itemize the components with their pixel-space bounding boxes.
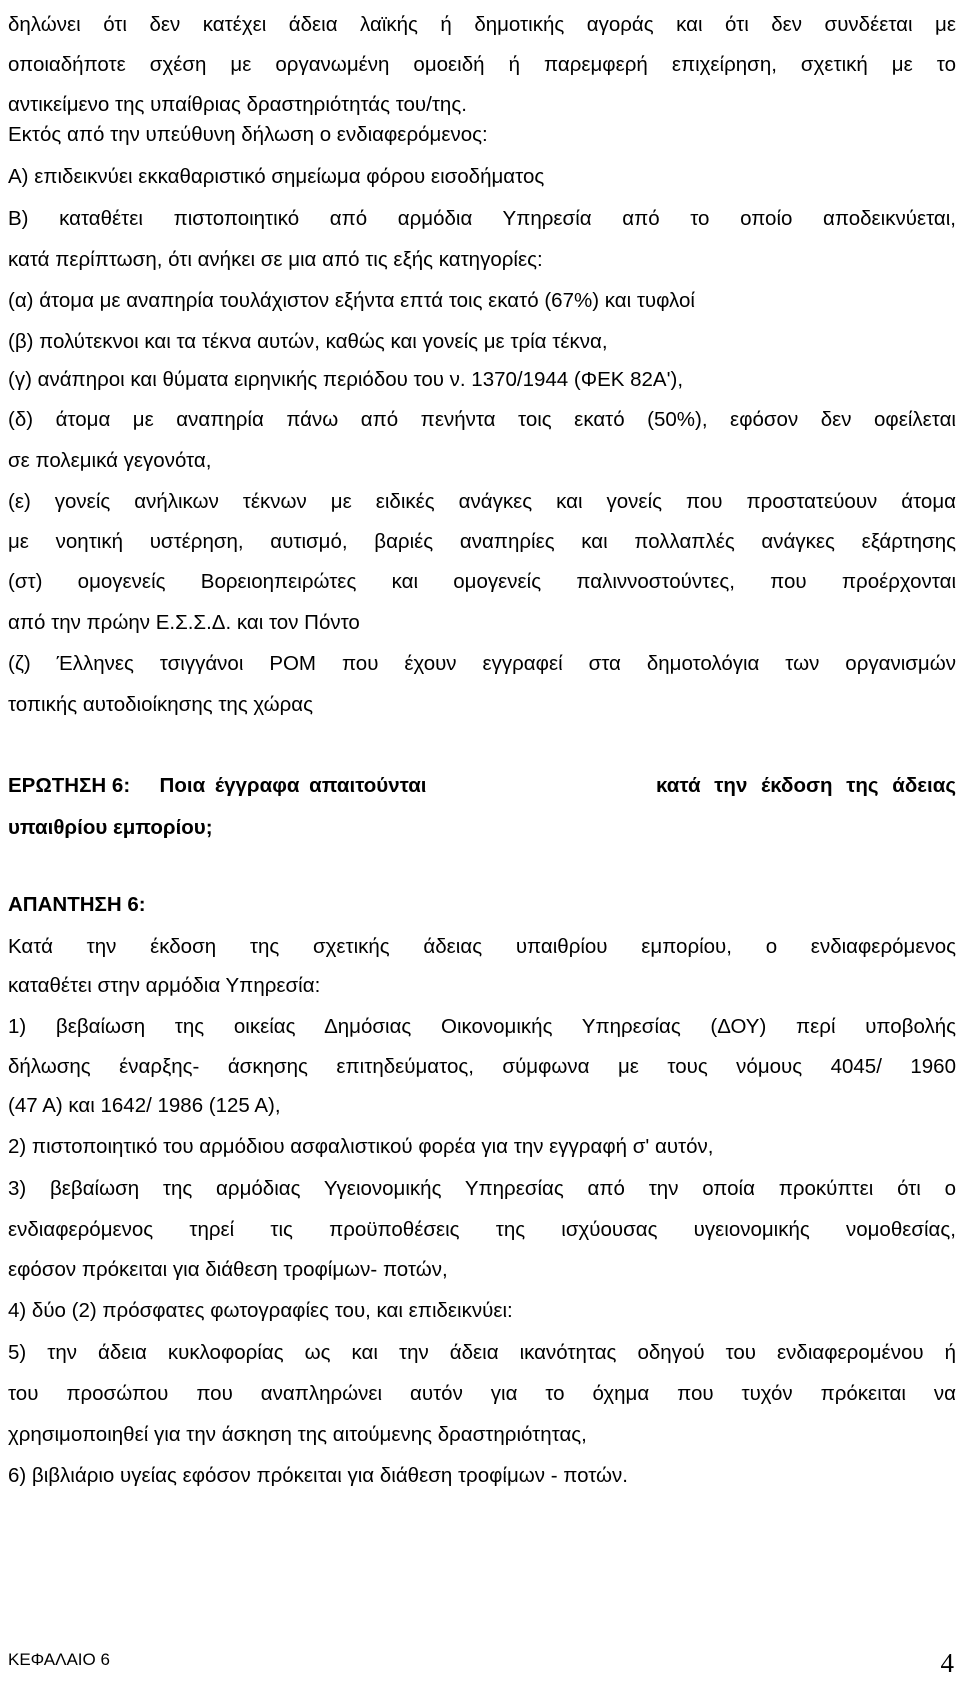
answer-line: 4) δύο (2) πρόσφατες φωτογραφίες του, και επιδεικνύει: [8, 1299, 513, 1322]
text-line: (ε) γονείς ανήλικων τέκνων με ειδικές ανάγκες και γονείς που προστατεύουν άτομα [8, 490, 956, 513]
answer-line: δήλωσης έναρξης- άσκησης επιτηδεύματος, σύμφωνα με τους νόμους 4045/ 1960 [8, 1055, 956, 1078]
text-line: (ζ) Έλληνες τσιγγάνοι ΡΟΜ που έχουν εγγραφεί στα δημοτολόγια των οργανισμών [8, 652, 956, 675]
page-number: 4 [940, 1648, 954, 1678]
text-line: με νοητική υστέρηση, αυτισμό, βαριές αναπηρίες και πολλαπλές ανάγκες εξάρτησης [8, 530, 956, 553]
answer-heading: ΑΠΑΝΤΗΣΗ 6: [8, 893, 146, 916]
text-line: (δ) άτομα με αναπηρία πάνω από πενήντα τοις εκατό (50%), εφόσον δεν οφείλεται [8, 408, 956, 431]
text-line: (στ) ομογενείς Βορειοηπειρώτες και ομογενείς παλιννοστούντες, που προέρχονται [8, 570, 956, 593]
answer-line: 1) βεβαίωση της οικείας Δημόσιας Οικονομικής Υπηρεσίας (ΔΟΥ) περί υποβολής [8, 1015, 956, 1038]
answer-line: καταθέτει στην αρμόδια Υπηρεσία: [8, 974, 321, 997]
answer-line: 3) βεβαίωση της αρμόδιας Υγειονομικής Υπηρεσίας από την οποία προκύπτει ότι ο [8, 1177, 956, 1200]
text-line: (γ) ανάπηροι και θύματα ειρηνικής περιόδου του ν. 1370/1944 (ΦΕΚ 82Α'), [8, 368, 684, 391]
text-line: τοπικής αυτοδιοίκησης της χώρας [8, 693, 313, 716]
text-line: κατά περίπτωση, ότι ανήκει σε μια από τις εξής κατηγορίες: [8, 248, 543, 271]
answer-line: 5) την άδεια κυκλοφορίας ως και την άδεια ικανότητας οδηγού του ενδιαφερομένου ή [8, 1341, 956, 1364]
answer-line: του προσώπου που αναπληρώνει αυτόν για το όχημα που τυχόν πρόκειται να [8, 1382, 956, 1405]
answer-line: 6) βιβλιάριο υγείας εφόσον πρόκειται για διάθεση τροφίμων - ποτών. [8, 1464, 628, 1487]
text-line: (β) πολύτεκνοι και τα τέκνα αυτών, καθώς και γονείς με τρία τέκνα, [8, 330, 608, 353]
answer-line: Κατά την έκδοση της σχετικής άδειας υπαιθρίου εμπορίου, ο ενδιαφερόμενος [8, 935, 956, 958]
text-line: Α) επιδεικνύει εκκαθαριστικό σημείωμα φόρου εισοδήματος [8, 165, 545, 188]
text-line: Εκτός από την υπεύθυνη δήλωση ο ενδιαφερόμενος: [8, 123, 488, 146]
question-text-part1: Ποια έγγραφα απαιτούνται [159, 774, 427, 797]
text-line: Β) καταθέτει πιστοποιητικό από αρμόδια Υπηρεσία από το οποίο αποδεικνύεται, [8, 207, 956, 230]
text-line: (α) άτομα με αναπηρία τουλάχιστον εξήντα επτά τοις εκατό (67%) και τυφλοί [8, 289, 695, 312]
question-label: ΕΡΩΤΗΣΗ 6: [8, 774, 131, 797]
answer-line: εφόσον πρόκειται για διάθεση τροφίμων- ποτών, [8, 1258, 448, 1281]
text-line: δηλώνει ότι δεν κατέχει άδεια λαϊκής ή δημοτικής αγοράς και ότι δεν συνδέεται με [8, 13, 956, 36]
question-text-part2: κατά την έκδοση της άδειας [656, 774, 956, 797]
answer-line: (47 Α) και 1642/ 1986 (125 Α), [8, 1094, 281, 1117]
text-line: οποιαδήποτε σχέση με οργανωμένη ομοειδή ή παρεμφερή επιχείρηση, σχετική με το [8, 53, 956, 76]
text-line: από την πρώην Ε.Σ.Σ.Δ. και τον Πόντο [8, 611, 360, 634]
answer-line: χρησιμοποιηθεί για την άσκηση της αιτούμενης δραστηριότητας, [8, 1423, 587, 1446]
footer-chapter: ΚΕΦΑΛΑΙΟ 6 [8, 1650, 110, 1669]
question-heading [8, 766, 956, 806]
question-text-line2: υπαιθρίου εμπορίου; [8, 816, 213, 839]
text-line: αντικείμενο της υπαίθριας δραστηριότητάς του/της. [8, 93, 467, 116]
answer-line: ενδιαφερόμενος τηρεί τις προϋποθέσεις της ισχύουσας υγειονομικής νομοθεσίας, [8, 1218, 956, 1241]
answer-line: 2) πιστοποιητικό του αρμόδιου ασφαλιστικού φορέα για την εγγραφή σ' αυτόν, [8, 1135, 714, 1158]
text-line: σε πολεμικά γεγονότα, [8, 449, 212, 472]
